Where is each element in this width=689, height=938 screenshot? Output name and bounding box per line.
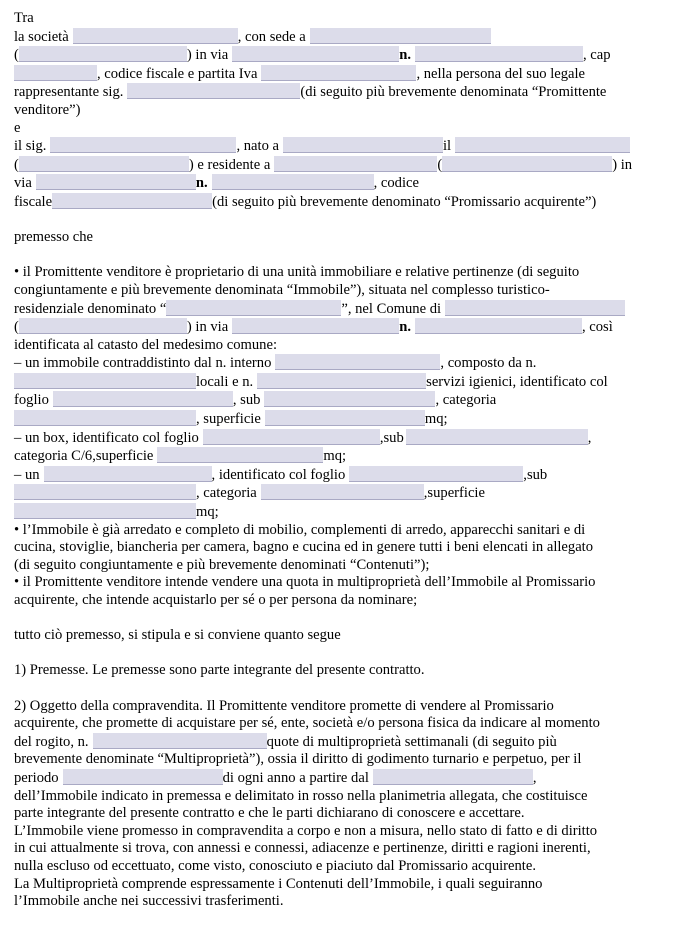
buyer-street-line <box>14 174 680 193</box>
heading-premesso-che: premesso che <box>14 229 94 246</box>
label-open-paren-1: ( <box>14 47 19 64</box>
cadastral-line-4 <box>14 410 680 429</box>
article-2-l9: in cui attualmente si trova, con annessi e connessi, adiacenze e pertinenze, diritti e ragioni inerenti, <box>14 840 591 857</box>
field-societa[interactable] <box>73 28 238 44</box>
field-numero-servizi[interactable] <box>257 373 426 389</box>
field-box-foglio[interactable] <box>203 429 380 445</box>
spacer-4 <box>14 645 680 663</box>
bullet-property-l2: congiuntamente e più brevemente denominata “Immobile”), situata nel complesso turistico- <box>14 281 550 298</box>
field-acquirente-nato-a[interactable] <box>283 137 443 153</box>
spacer-2 <box>14 247 680 265</box>
label-un-box-foglio: – un box, identificato col foglio <box>14 429 199 446</box>
article-2-l10: nulla escluso od eccettuato, come visto, conosciuto e piaciuto dal Promissario acquirente. <box>14 857 536 874</box>
field-acquirente-residente-a[interactable] <box>274 156 437 172</box>
field-sub[interactable] <box>264 391 435 407</box>
label-nel-comune-di: ”, nel Comune di <box>341 300 442 317</box>
label-superficie-1: , superficie <box>196 411 261 428</box>
cadastral-line-9 <box>14 503 680 522</box>
article-2-l8: L’Immobile viene promesso in compravendita a corpo e non a misura, nello stato di fatto e di diritto <box>14 822 598 839</box>
label-mq-1: mq; <box>424 411 448 428</box>
cadastral-line-8 <box>14 484 680 503</box>
bullet-intent-l2: acquirente, che intende acquistarlo per sé o per persona da nominare; <box>14 592 418 608</box>
field-categoria[interactable] <box>14 410 196 426</box>
article-1: 1) Premesse. Le premesse sono parte integrante del presente contratto. <box>14 662 425 679</box>
field-codice-fiscale-partita-iva[interactable] <box>261 65 416 81</box>
field-sede[interactable] <box>310 28 491 44</box>
field-complesso-denominazione[interactable] <box>166 300 341 316</box>
label-mq-3: mq; <box>196 504 219 521</box>
label-nella-persona: , nella persona del suo legale <box>416 65 586 82</box>
label-fiscale: fiscale <box>14 193 53 210</box>
bullet-property-l1: • il Promittente venditore è proprietario di una unità immobiliare e relative pertinenze (di seguito <box>14 264 580 281</box>
spacer-3 <box>14 610 680 628</box>
field-anno-partenza[interactable] <box>373 769 533 785</box>
bullet-property-l3 <box>14 300 680 319</box>
label-residenziale-denominato: residenziale denominato “ <box>14 300 167 317</box>
field-altro-sub[interactable] <box>14 484 196 500</box>
field-altro-foglio[interactable] <box>349 466 523 482</box>
field-superficie[interactable] <box>265 410 425 426</box>
field-provincia-sede[interactable] <box>19 46 187 62</box>
conjunction-e: e <box>14 119 21 136</box>
field-altro-tipo[interactable] <box>44 466 212 482</box>
field-civico-sede[interactable] <box>415 46 583 62</box>
buyer-residence-line <box>14 156 680 175</box>
label-servizi-igienici: servizi igienici, identificato col <box>426 373 608 390</box>
field-periodo[interactable] <box>63 769 223 785</box>
label-il-sig: il sig. <box>14 138 47 155</box>
label-sub-box: ,sub <box>379 429 404 446</box>
label-quote-multiproprieta: quote di multiproprietà settimanali (di seguito più <box>266 733 557 750</box>
bullet-furnishings-l1: • l’Immobile è già arredato e completo di mobilio, complementi di arredo, apparecchi sanitari e di <box>14 521 586 538</box>
label-la-societa: la società <box>14 28 69 45</box>
field-box-sub[interactable] <box>406 429 588 445</box>
article-2-l2: acquirente, che promette di acquistare per sé, ente, società e/o persona fisica da indicare al momento <box>14 715 600 732</box>
buyer-name-line <box>14 137 680 156</box>
field-acquirente-civico[interactable] <box>212 174 374 190</box>
label-un-altro: – un <box>14 466 40 483</box>
field-numero-locali[interactable] <box>14 373 196 389</box>
label-foglio: foglio <box>14 392 49 409</box>
field-numero-quote[interactable] <box>93 733 267 749</box>
label-locali-e-n: locali e n. <box>196 373 254 390</box>
field-via-immobile[interactable] <box>232 318 399 334</box>
label-via-1: via <box>14 175 32 192</box>
label-in-via-2: ) in via <box>186 319 229 336</box>
label-composto-da-n: , composto da n. <box>440 355 537 372</box>
document-body <box>14 10 680 911</box>
label-cosi: , così <box>581 319 613 336</box>
label-in-via-1: ) in via <box>186 47 229 64</box>
buyer-fiscal-line <box>14 193 680 212</box>
field-provincia-comune[interactable] <box>19 318 187 334</box>
label-rappresentante-sig: rappresentante sig. <box>14 84 124 101</box>
label-sub-altro: ,sub <box>523 466 548 483</box>
bullet-furnishings-l2: cucina, stoviglie, biancheria per camera, bagno e cucina ed in genere tutti i beni elencati in allegato <box>14 539 594 556</box>
article-2-l6: dell’Immobile indicato in premessa e delimitato in rosso nella planimetria allegata, che costituisce <box>14 787 588 804</box>
bullet-intent-l1: • il Promittente venditore intende vendere una quota in multiproprietà dell’Immobile al Promissario <box>14 574 596 591</box>
article-2-l1: 2) Oggetto della compravendita. Il Promittente venditore promette di vendere al Promissario <box>14 697 554 714</box>
label-del-rogito-n: del rogito, n. <box>14 733 89 750</box>
field-box-superficie[interactable] <box>157 447 323 463</box>
label-identificato-col-foglio-2: , identificato col foglio <box>211 466 346 483</box>
label-in-1: ) in <box>612 156 633 173</box>
article-2-l7: parte integrante del presente contratto e che le parti dichiarano di conoscere e accettare. <box>14 805 525 822</box>
label-periodo: periodo <box>14 769 59 786</box>
field-comune[interactable] <box>445 300 625 316</box>
field-numero-interno[interactable] <box>275 354 440 370</box>
article-2-l12: l’Immobile anche nei successivi trasferimenti. <box>14 893 284 910</box>
cadastral-line-1 <box>14 354 680 373</box>
field-foglio[interactable] <box>53 391 233 407</box>
label-il: il <box>443 138 452 155</box>
cadastral-line-6 <box>14 447 680 466</box>
label-codice: , codice <box>373 175 419 192</box>
label-categoria-c6-superficie: categoria C/6,superficie <box>14 448 154 465</box>
seller-address-line <box>14 46 680 65</box>
article-2-l11: La Multiproprietà comprende espressamente i Contenuti dell’Immobile, i quali seguiranno <box>14 875 543 892</box>
article-2-l5 <box>14 769 680 788</box>
seller-company-line <box>14 28 680 47</box>
field-altro-superficie[interactable] <box>14 503 196 519</box>
seller-fiscal-line <box>14 65 680 84</box>
label-categoria-2: , categoria <box>196 485 257 502</box>
label-open-paren-4: ( <box>14 319 19 336</box>
cadastral-line-7 <box>14 466 680 485</box>
cadastral-line-3 <box>14 391 680 410</box>
label-sub: , sub <box>232 392 261 409</box>
article-2-l4: brevemente denominate “Multiproprietà”), ossia il diritto di godimento turnario e perpetuo, per il <box>14 751 582 768</box>
field-rappresentante[interactable] <box>127 83 300 99</box>
field-altro-categoria[interactable] <box>261 484 424 500</box>
field-acquirente-prov-residenza[interactable] <box>442 156 612 172</box>
field-acquirente-data-nascita[interactable] <box>455 137 630 153</box>
label-di-ogni-anno: di ogni anno a partire dal <box>222 769 369 786</box>
label-open-paren-2: ( <box>14 156 19 173</box>
field-cap[interactable] <box>14 65 97 81</box>
cadastral-line-2 <box>14 373 680 392</box>
label-civico-1: n. <box>399 47 411 64</box>
label-open-paren-3: ( <box>437 156 443 173</box>
field-acquirente-prov-nascita[interactable] <box>19 156 189 172</box>
field-acquirente-codice-fiscale[interactable] <box>52 193 212 209</box>
label-civico-2: n. <box>195 175 208 192</box>
label-nato-a: , nato a <box>236 138 279 155</box>
label-comma-2: , <box>532 769 537 786</box>
label-civico-3: n. <box>399 319 411 336</box>
label-mq-2: mq; <box>323 448 347 465</box>
seller-representative-line <box>14 83 680 102</box>
spacer-5 <box>14 680 680 698</box>
cadastral-line-5 <box>14 429 680 448</box>
field-civico-immobile[interactable] <box>415 318 582 334</box>
label-un-immobile-interno: – un immobile contraddistinto dal n. interno <box>14 355 272 372</box>
stipulation-line: tutto ciò premesso, si stipula e si conviene quanto segue <box>14 627 341 644</box>
label-e-residente-a: ) e residente a <box>188 156 271 173</box>
label-con-sede-a: , con sede a <box>237 28 306 45</box>
bullet-furnishings-l3: (di seguito congiuntamente e più brevemente denominati “Contenuti”); <box>14 556 430 573</box>
seller-representative-line-cont: venditore”) <box>14 101 81 118</box>
field-acquirente-via[interactable] <box>36 174 196 190</box>
bullet-property-l4 <box>14 318 680 337</box>
bullet-property-l5: identificata al catasto del medesimo comune: <box>14 336 277 353</box>
spacer-1 <box>14 212 680 230</box>
label-superficie-2: ,superficie <box>423 485 485 502</box>
label-comma-1: , <box>587 429 592 446</box>
heading-tra: Tra <box>14 10 34 26</box>
label-promissario-acquirente-1: (di seguito più brevemente denominato “Promissario acquirente”) <box>212 193 597 210</box>
label-cap: , cap <box>582 47 611 64</box>
label-codice-fiscale-piva: , codice fiscale e partita Iva <box>97 65 258 82</box>
label-promittente-venditore-1: (di seguito più brevemente denominata “Promittente <box>300 84 607 101</box>
label-categoria-1: , categoria <box>435 392 497 409</box>
article-2-l3 <box>14 733 680 752</box>
field-acquirente-nome[interactable] <box>50 137 236 153</box>
field-via-sede[interactable] <box>232 46 399 62</box>
